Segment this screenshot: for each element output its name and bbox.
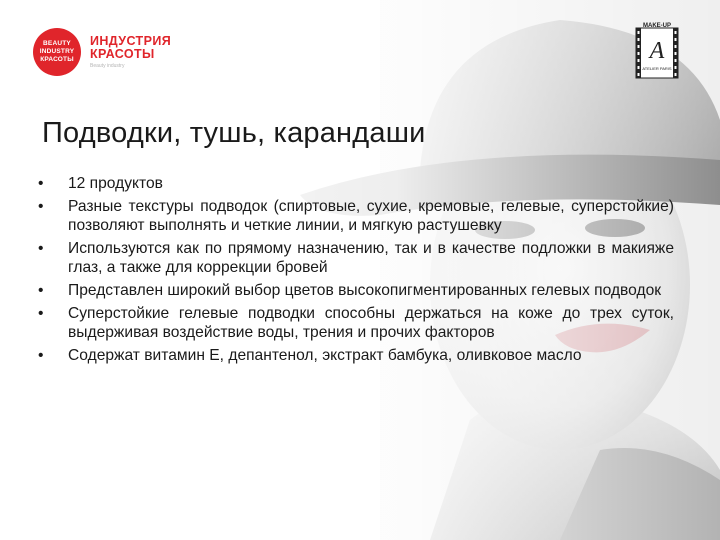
bullet-icon: • [38, 304, 44, 322]
slide-title: Подводки, тушь, карандаши [42, 117, 426, 149]
list-item-text: Представлен широкий выбор цветов высокопигментированных гелевых подводок [68, 281, 662, 299]
bullet-icon: • [38, 346, 44, 364]
brand-logo-text [90, 35, 171, 70]
brand-logo-badge [33, 28, 81, 76]
brand-logo [33, 28, 171, 76]
makeup-logo-top-label: MAKE-UP [643, 23, 671, 29]
list-item-text: Суперстойкие гелевые подводки способны держаться на коже до трех суток, выдерживая воздействие воды, трения и прочих факторов [68, 304, 674, 341]
makeup-atelier-logo [632, 22, 682, 80]
bullet-icon: • [38, 281, 44, 299]
bullet-icon: • [38, 239, 44, 257]
logo-badge-line-2: INDUSTRY [39, 48, 75, 55]
logo-badge-line-1: BEAUTY [43, 40, 71, 47]
list-item [38, 174, 674, 193]
bullet-icon: • [38, 197, 44, 215]
list-item-text: 12 продуктов [68, 175, 163, 192]
list-item [38, 346, 674, 365]
list-item-text: Разные текстуры подводок (спиртовые, сухие, кремовые, гелевые, суперстойкие) позволяют выполнять и четкие линии, и мягкую растушевку [68, 197, 674, 234]
feature-list [38, 174, 674, 368]
bullet-icon: • [38, 175, 44, 192]
list-item-text: Содержат витамин Е, депантенол, экстракт бамбука, оливковое масло [68, 346, 582, 364]
list-item [38, 281, 674, 300]
list-item [38, 197, 674, 235]
list-item [38, 239, 674, 277]
makeup-logo-mark: A [649, 38, 665, 64]
brand-name-line-2: КРАСОТЫ [90, 46, 155, 61]
brand-name-line-1: ИНДУСТРИЯ [90, 33, 172, 48]
brand-tagline: Beauty industry [90, 62, 125, 69]
list-item [38, 304, 674, 342]
logo-badge-line-3: КРАСОТЫ [40, 56, 74, 63]
list-item-text: Используются как по прямому назначению, так и в качестве подложки в макияже глаз, а также для коррекции бровей [68, 239, 674, 276]
makeup-logo-bottom-label: ATELIER PARIS [642, 66, 672, 71]
